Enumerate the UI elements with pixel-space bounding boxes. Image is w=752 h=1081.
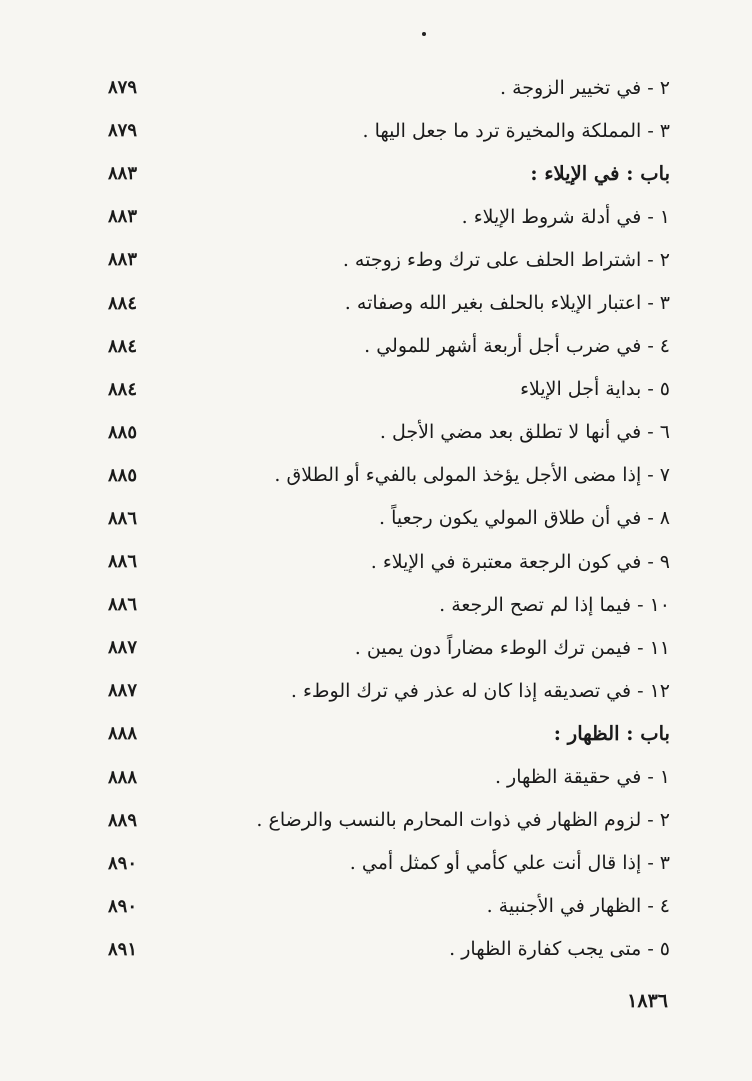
toc-page-number: ٨٨٥ [108,421,138,443]
toc-section-heading [100,152,670,195]
toc-entry-title: ٦ - في أنها لا تطلق بعد مضي الأجل . [379,421,670,444]
toc-entry-title: ١ - في حقيقة الظهار . [494,766,670,789]
toc-entry [100,799,670,842]
toc-entry [100,411,670,454]
toc-entry [100,368,670,411]
toc-page-number: ٨٨٧ [108,680,138,702]
toc-entry-title: ١٢ - في تصديقه إذا كان له عذر في ترك الوطء . [290,679,670,702]
toc-entry-title: ٨ - في أن طلاق المولي يكون رجعياً . [379,507,670,530]
toc-section-heading [100,712,670,755]
toc-page-number: ٨٩٠ [108,895,138,917]
toc-page-number: ٨٨٤ [108,378,138,400]
toc-entry [100,238,670,281]
toc-entry-title: باب : الظهار : [553,722,670,746]
toc-entry-title: ١١ - فيمن ترك الوطء مضاراً دون يمين . [354,636,670,659]
toc-page-number: ٨٩١ [108,938,138,960]
toc-entry-title: ٢ - اشتراط الحلف على ترك وطء زوجته . [342,248,670,271]
table-of-contents [100,66,670,971]
toc-entry-title: ٤ - في ضرب أجل أربعة أشهر للمولي . [364,335,670,358]
toc-entry-title: ٢ - لزوم الظهار في ذوات المحارم بالنسب والرضاع . [256,809,670,832]
page-number: ١٨٣٦ [627,990,668,1012]
toc-page-number: ٨٩٠ [108,852,138,874]
toc-entry [100,756,670,799]
toc-page-number: ٨٨٦ [108,507,138,529]
toc-entry [100,583,670,626]
toc-page-number: ٨٨٣ [108,163,138,185]
toc-entry-title: باب : في الإيلاء : [530,162,670,186]
toc-entry [100,454,670,497]
toc-page-number: ٨٧٩ [108,77,138,99]
toc-entry [100,669,670,712]
top-ink-dot [422,32,426,36]
toc-entry [100,540,670,583]
toc-entry [100,928,670,971]
toc-page-number: ٨٨٣ [108,206,138,228]
toc-page-number: ٨٧٩ [108,120,138,142]
toc-entry [100,497,670,540]
toc-entry-title: ٥ - متى يجب كفارة الظهار . [449,938,670,961]
toc-entry [100,626,670,669]
toc-page-number: ٨٨٨ [108,723,138,745]
toc-entry-title: ١ - في أدلة شروط الإيلاء . [461,205,670,228]
toc-entry-title: ٣ - إذا قال أنت علي كأمي أو كمثل أمي . [349,852,670,875]
toc-entry-title: ٣ - المملكة والمخيرة ترد ما جعل اليها . [362,119,670,142]
toc-entry-title: ٤ - الظهار في الأجنبية . [486,895,670,918]
toc-entry-title: ٢ - في تخيير الزوجة . [500,76,670,99]
toc-entry [100,281,670,324]
toc-entry [100,109,670,152]
toc-entry-title: ١٠ - فيما إذا لم تصح الرجعة . [439,593,670,616]
toc-entry [100,885,670,928]
toc-page-number: ٨٨٧ [108,637,138,659]
toc-page-number: ٨٨٨ [108,766,138,788]
toc-entry [100,842,670,885]
toc-page-number: ٨٨٦ [108,551,138,573]
toc-page-number: ٨٨٤ [108,292,138,314]
toc-entry [100,66,670,109]
toc-entry-title: ٣ - اعتبار الإيلاء بالحلف بغير الله وصفاته . [344,292,670,315]
toc-page-number: ٨٨٣ [108,249,138,271]
toc-entry-title: ٧ - إذا مضى الأجل يؤخذ المولى بالفيء أو الطلاق . [274,464,670,487]
toc-page-number: ٨٨٤ [108,335,138,357]
toc-entry [100,195,670,238]
toc-entry [100,325,670,368]
toc-entry-title: ٩ - في كون الرجعة معتبرة في الإيلاء . [370,550,670,573]
toc-entry-title: ٥ - بداية أجل الإيلاء [520,378,670,401]
toc-page-number: ٨٨٦ [108,594,138,616]
toc-page-number: ٨٨٩ [108,809,138,831]
toc-page-number: ٨٨٥ [108,464,138,486]
